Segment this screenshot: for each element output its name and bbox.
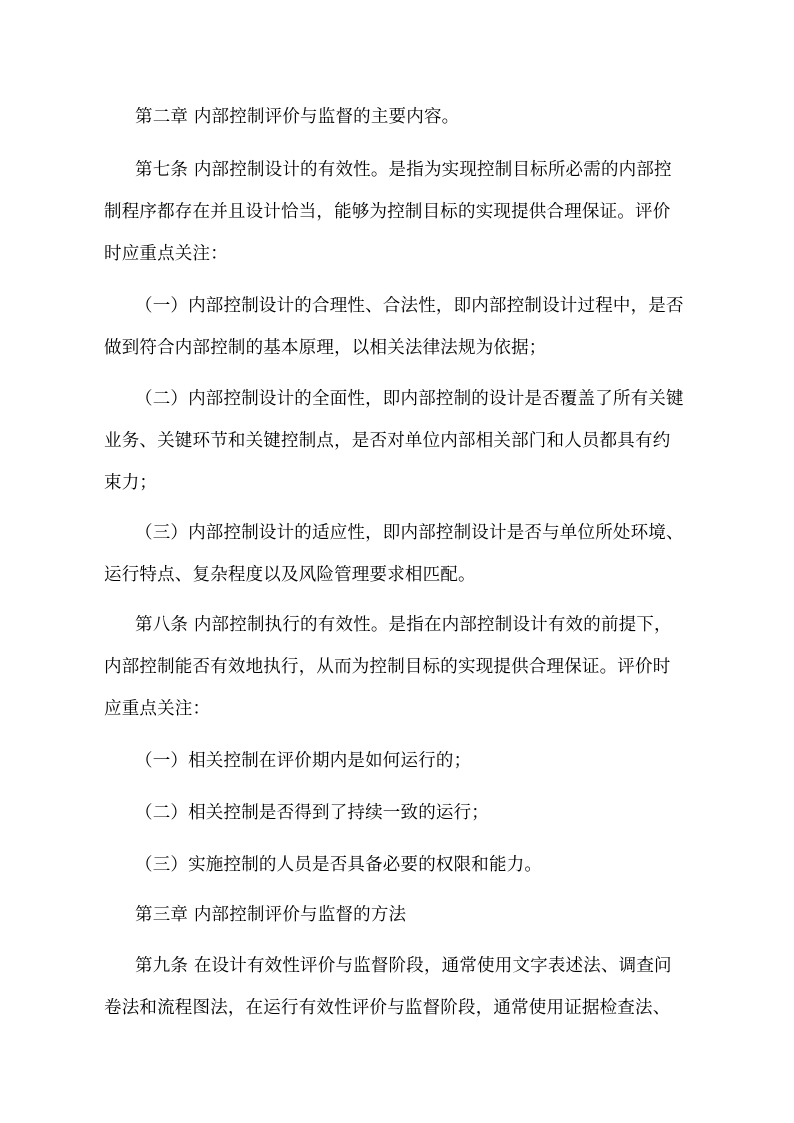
item-one-line-2: 做到符合内部控制的基本原理，以相关法律法规为依据； (104, 338, 547, 358)
article-eight-item-three: （三）实施控制的人员是否具备必要的权限和能力。 (135, 855, 543, 875)
article-nine-line-2: 卷法和流程图法，在运行有效性评价与监督阶段，通常使用证据检查法、 (104, 998, 671, 1018)
article-eight-line-3: 应重点关注： (104, 699, 211, 719)
article-nine-line-1: 第九条 在设计有效性评价与监督阶段，通常使用文字表述法、调查问 (135, 956, 672, 976)
article-eight-item-two: （二）相关控制是否得到了持续一致的运行； (135, 803, 489, 823)
article-seven-line-3: 时应重点关注： (104, 244, 228, 264)
chapter-three-heading: 第三章 内部控制评价与监督的方法 (135, 905, 407, 925)
item-three-line-1: （三）内部控制设计的适应性，即内部控制设计是否与单位所处环境、 (135, 523, 684, 543)
article-eight-line-1: 第八条 内部控制执行的有效性。是指在内部控制设计有效的前提下， (135, 615, 672, 635)
article-seven-line-2: 制程序都存在并且设计恰当，能够为控制目标的实现提供合理保证。评价 (104, 202, 671, 222)
article-eight-item-one: （一）相关控制在评价期内是如何运行的； (135, 751, 472, 771)
item-three-line-2: 运行特点、复杂程度以及风险管理要求相匹配。 (104, 565, 476, 585)
item-two-line-3: 束力； (104, 473, 158, 493)
item-two-line-1: （二）内部控制设计的全面性，即内部控制的设计是否覆盖了所有关键 (135, 389, 684, 409)
chapter-two-heading: 第二章 内部控制评价与监督的主要内容。 (135, 107, 460, 127)
article-seven-line-1: 第七条 内部控制设计的有效性。是指为实现控制目标所必需的内部控 (135, 160, 672, 180)
article-eight-line-2: 内部控制能否有效地执行，从而为控制目标的实现提供合理保证。评价时 (104, 657, 671, 677)
item-two-line-2: 业务、关键环节和关键控制点，是否对单位内部相关部门和人员都具有约 (104, 431, 671, 451)
item-one-line-1: （一）内部控制设计的合理性、合法性，即内部控制设计过程中，是否 (135, 296, 684, 316)
